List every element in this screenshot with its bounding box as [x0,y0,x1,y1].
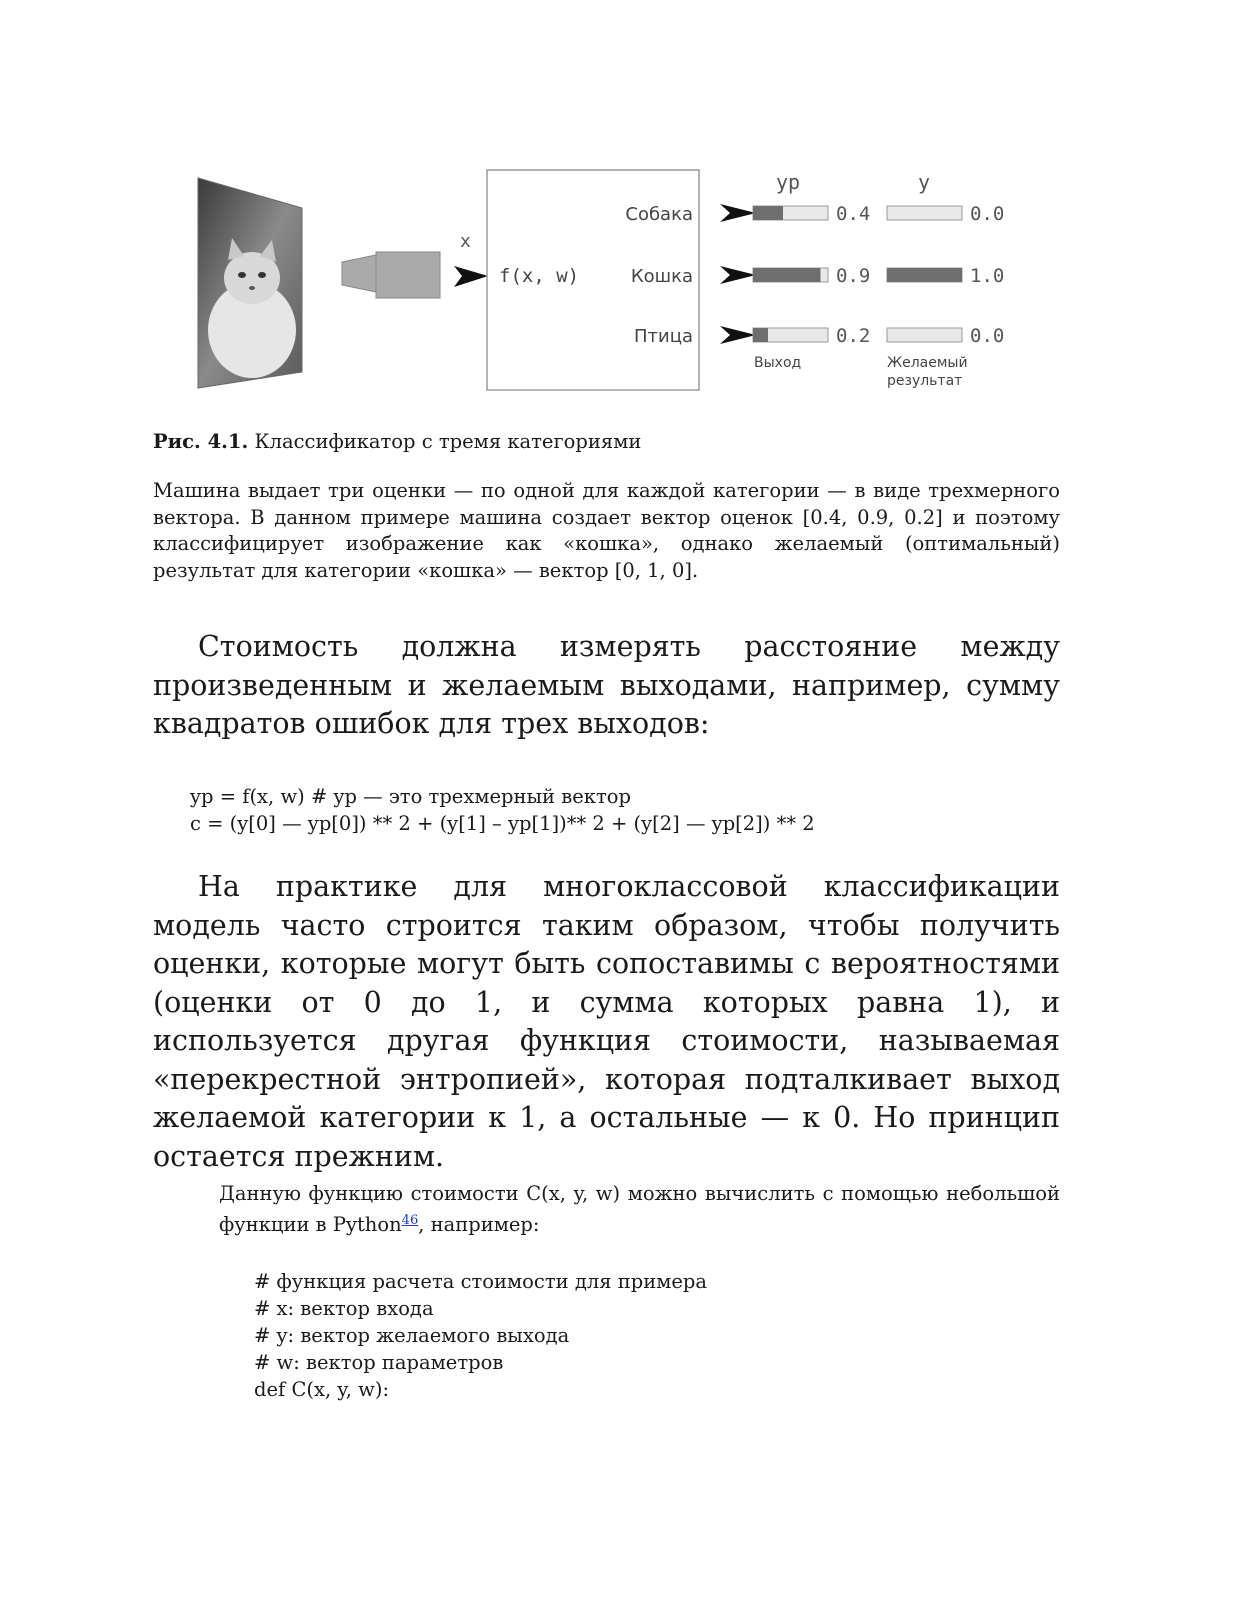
caption-target-line2: результат [887,373,963,389]
code-line: # w: вектор параметров [254,1351,504,1374]
function-label: f(x, w) [499,265,580,287]
note-text: Данную функцию стоимости C(x, y, w) можно вычислить с помощью небольшой функции в Python [219,1182,1060,1236]
paragraph-practice: На практике для многоклассовой классификации модель часто строится таким образом, чтобы получить оценки, которые могут быть сопоставимы с вероятностями (оценки от 0 до 1, и сумма которых равна 1), и используется другая функция стоимости, называемая «перекрестной энтропией», которая подталкивает выход желаемой категории к 1, а остальные — к 0. Но принцип остается прежним. [153,870,1060,1173]
figure-number: Рис. 4.1. [153,430,249,453]
arrow-icon [720,326,756,344]
input-label: x [460,231,471,252]
arrow-icon [720,204,756,222]
figure-description: Машина выдает три оценки — по одной для каждой категории — в виде трехмерного вектора. В данном примере машина создает вектор оценок [0.4, 0.9, 0.2] и поэтому классифицирует изображение как «кошка», однако желаемый (оптимальный) результат для категории «кошка» — вектор [0, 1, 0]. [153,479,1060,582]
classifier-figure [190,160,1030,410]
category-label: Птица [633,326,693,347]
output-bar-fill [753,268,821,282]
output-bar-fill [753,328,768,342]
caption-output: Выход [754,355,802,371]
arrow-icon [720,266,756,284]
category-label: Кошка [630,266,693,287]
note-paragraph [219,1178,1060,1240]
output-value: 0.9 [836,265,871,287]
col-target-header: y [917,170,931,194]
figure-caption [153,428,1063,456]
target-bar-fill [887,268,962,282]
output-bar-fill [753,206,783,220]
code-line: c = (y[0] — yp[0]) ** 2 + (y[1] – yp[1])** 2 + (y[2] — yp[2]) ** 2 [190,812,815,835]
code-line: # x: вектор входа [254,1297,434,1320]
footnote-link[interactable]: 46 [401,1213,419,1228]
output-value: 0.4 [836,203,871,225]
target-value: 1.0 [970,265,1005,287]
camera-icon [342,252,440,298]
target-bar-track [887,328,962,342]
category-label: Собака [625,204,693,225]
note-text-end: , например: [418,1213,540,1236]
code-line: def C(x, y, w): [254,1378,390,1401]
code-line: # y: вектор желаемого выхода [254,1324,570,1347]
output-value: 0.2 [836,325,871,347]
target-value: 0.0 [970,203,1005,225]
figure-caption-text: Классификатор с тремя категориями [248,430,642,453]
cat-photo [198,178,302,388]
target-value: 0.0 [970,325,1005,347]
input-arrow-icon [454,266,488,287]
caption-target-line1: Желаемый [887,355,968,371]
code-line: # функция расчета стоимости для примера [254,1270,708,1293]
paragraph-cost: Стоимость должна измерять расстояние между произведенным и желаемым выходами, например, сумму квадратов ошибок для трех выходов: [153,630,1060,740]
col-output-header: yp [775,170,801,194]
code-line: yp = f(x, w) # yp — это трехмерный вектор [190,785,631,808]
target-bar-track [887,206,962,220]
